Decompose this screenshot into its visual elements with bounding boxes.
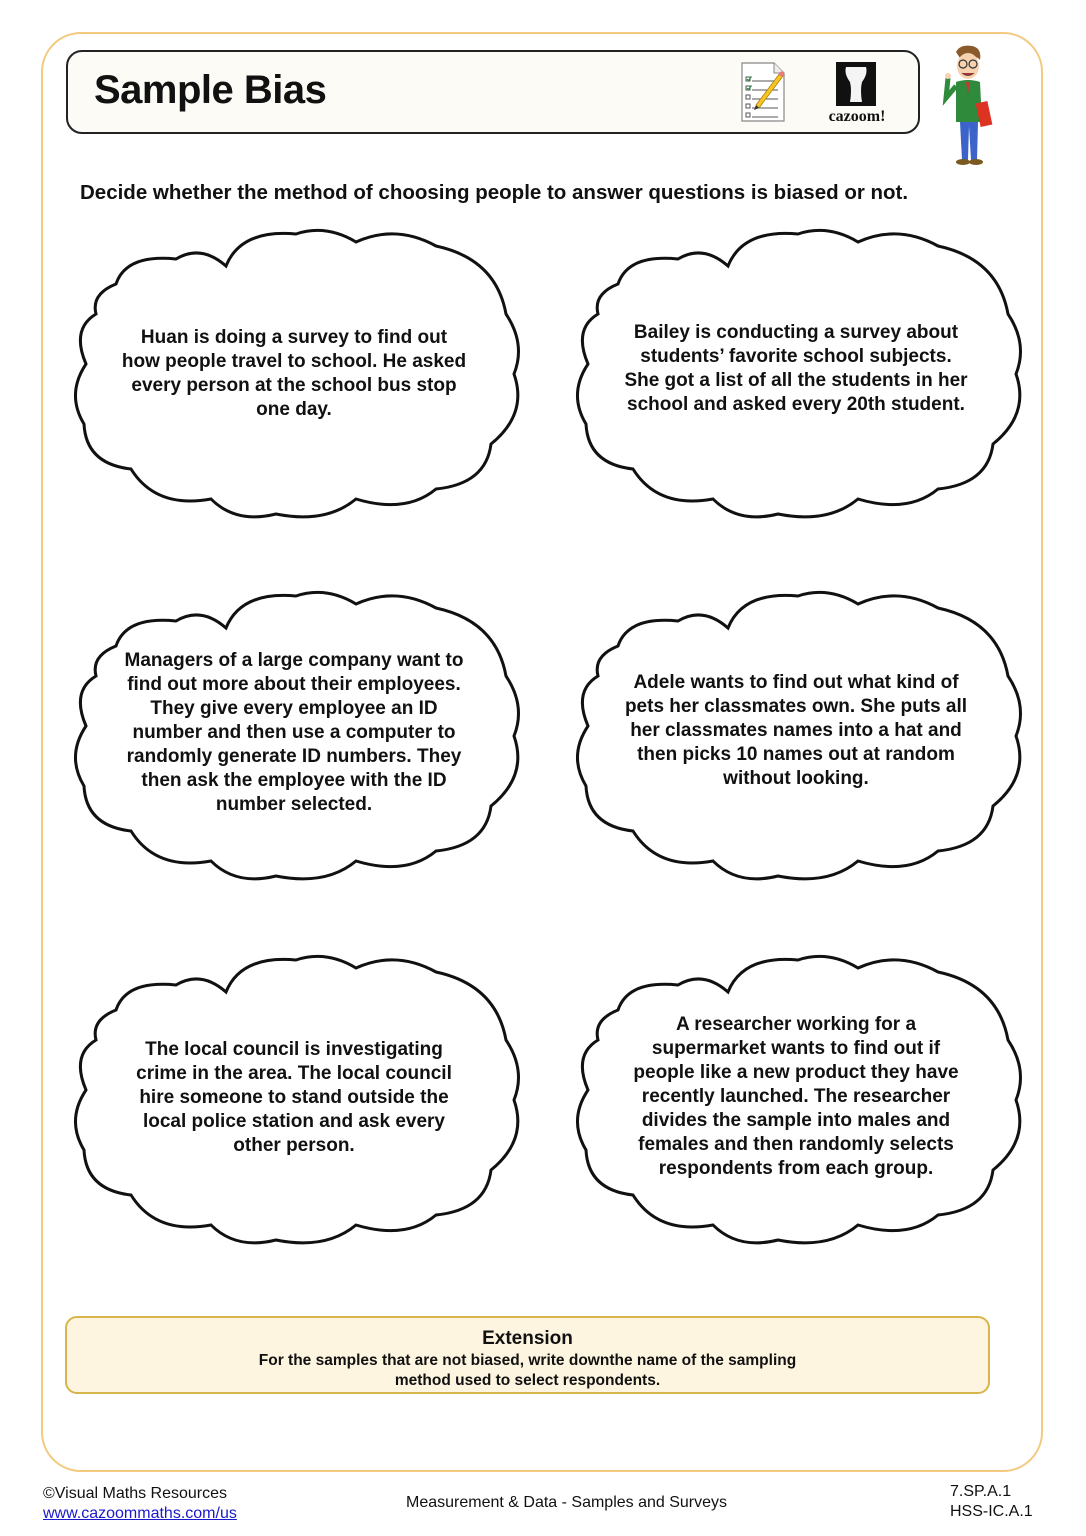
text-line: students’ favorite school subjects.	[640, 346, 952, 367]
cloud-text	[598, 944, 994, 1250]
question-cloud-4	[568, 586, 1024, 886]
text-line: number and then use a computer to	[132, 722, 456, 743]
text-line: local police station and ask every	[142, 1111, 445, 1132]
question-cloud-2	[568, 224, 1024, 524]
standard-code: HSS-IC.A.1	[950, 1503, 1033, 1520]
text-line: other person.	[233, 1135, 355, 1156]
text-line: females and then randomly selects	[638, 1134, 954, 1155]
teacher-illustration	[938, 42, 998, 168]
text-line: A researcher working for a	[675, 1014, 917, 1035]
text-line: Adele wants to find out what kind of	[633, 672, 959, 693]
text-line: randomly generate ID numbers. They	[126, 746, 462, 767]
question-cloud-1	[66, 224, 522, 524]
instruction-text: Decide whether the method of choosing people to answer questions is biased or not.	[80, 181, 909, 204]
text-line: pets her classmates own. She puts all	[624, 696, 968, 717]
footer-topic: Measurement & Data - Samples and Surveys	[406, 1494, 728, 1511]
text-line: number selected.	[215, 794, 373, 815]
extension-box	[65, 1316, 990, 1394]
text-line: every person at the school bus stop	[131, 375, 457, 396]
cloud-text	[598, 214, 994, 524]
question-cloud-5	[66, 950, 522, 1250]
svg-text:cazoom!: cazoom!	[828, 108, 886, 124]
cloud-text	[96, 946, 492, 1250]
text-line: one day.	[256, 399, 332, 420]
question-cloud-3	[66, 586, 522, 886]
cloud-text	[598, 576, 994, 886]
text-line: She got a list of all the students in her	[624, 370, 968, 391]
text-line: divides the sample into males and	[641, 1110, 951, 1131]
cloud-text	[96, 580, 492, 886]
question-cloud-6	[568, 950, 1024, 1250]
text-line: Bailey is conducting a survey about	[633, 322, 959, 343]
text-line: The local council is investigating	[145, 1039, 443, 1060]
text-line: then picks 10 names out at random	[637, 744, 955, 765]
cloud-text	[96, 224, 492, 524]
text-line: recently launched. The researcher	[641, 1086, 951, 1107]
text-line: find out more about their employees.	[127, 674, 461, 695]
text-line: school and asked every 20th student.	[627, 394, 965, 415]
text-line: Huan is doing a survey to find out	[140, 327, 448, 348]
text-line: her classmates names into a hat and	[630, 720, 962, 741]
text-line: without looking.	[723, 768, 869, 789]
website-link[interactable]: www.cazoommaths.com/us	[43, 1505, 237, 1522]
extension-body: For the samples that are not biased, write downthe name of the sampling method used to select respondents.	[258, 1352, 797, 1389]
text-line: Managers of a large company want to	[124, 650, 464, 671]
text-line: people like a new product they have	[633, 1062, 959, 1083]
footer-credits	[43, 1484, 237, 1524]
text-line: They give every employee an ID	[150, 698, 438, 719]
cazoom-logo	[816, 62, 898, 124]
text-line: then ask the employee with the ID	[141, 770, 447, 791]
text-line: how people travel to school. He asked	[121, 351, 467, 372]
text-line: respondents from each group.	[658, 1158, 934, 1179]
text-line: crime in the area. The local council	[136, 1063, 452, 1084]
title-banner	[66, 50, 920, 134]
checklist-icon	[740, 61, 786, 123]
copyright-text: ©Visual Maths Resources	[43, 1485, 228, 1502]
standard-code: 7.SP.A.1	[950, 1483, 1012, 1500]
footer-standards	[950, 1482, 1033, 1522]
page-title: Sample Bias	[94, 68, 327, 112]
text-line: supermarket wants to find out if	[651, 1038, 941, 1059]
text-line: hire someone to stand outside the	[139, 1087, 449, 1108]
extension-title: Extension	[482, 1328, 573, 1349]
